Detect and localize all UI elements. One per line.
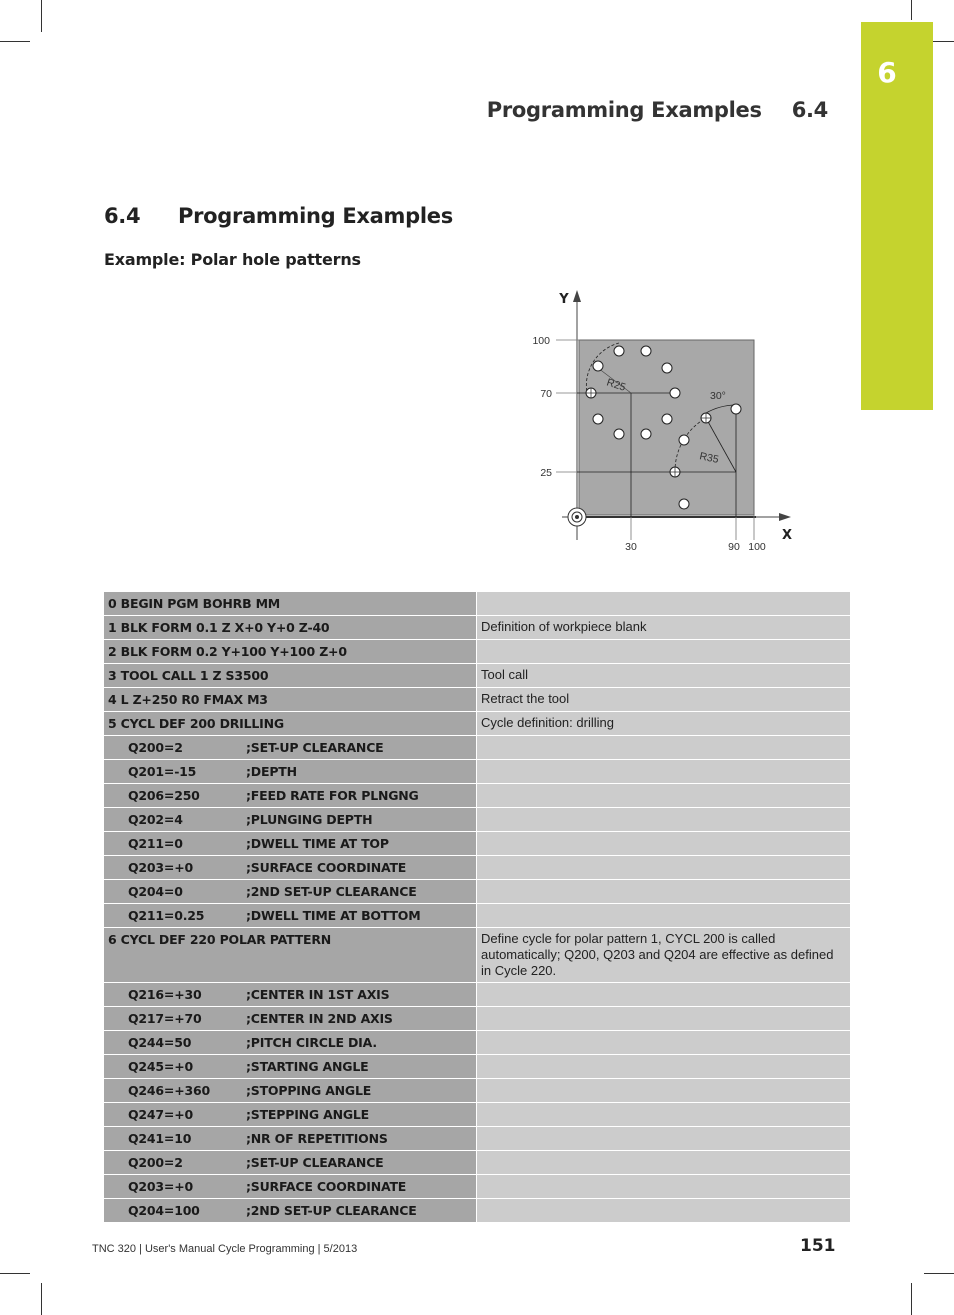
program-row (104, 640, 850, 663)
program-row (104, 880, 850, 903)
program-row (104, 1055, 850, 1078)
program-code-cell (104, 983, 476, 1006)
param-desc: ;DEPTH (246, 764, 297, 779)
program-code-cell (104, 712, 476, 735)
program-comment-cell (477, 1151, 850, 1174)
program-code-cell (104, 1199, 476, 1222)
program-row (104, 1103, 850, 1126)
section-title (104, 204, 453, 228)
y-axis-arrow (573, 290, 581, 302)
program-row (104, 1007, 850, 1030)
program-comment-cell (477, 856, 850, 879)
polar-pattern-drawing (520, 285, 820, 555)
crop-mark (924, 1273, 954, 1274)
program-comment-cell (477, 1175, 850, 1198)
crop-mark (41, 0, 42, 32)
program-comment-cell (477, 640, 850, 663)
param-desc: ;PLUNGING DEPTH (246, 812, 373, 827)
crop-mark (911, 1283, 912, 1315)
param-name: Q202=4 (128, 812, 183, 827)
program-code-cell (104, 808, 476, 831)
program-row (104, 1031, 850, 1054)
hole (593, 361, 603, 371)
param-desc: ;SURFACE COORDINATE (246, 860, 407, 875)
hole (670, 388, 680, 398)
hole (662, 414, 672, 424)
y-axis-label: Y (559, 292, 569, 307)
program-comment-cell (477, 784, 850, 807)
param-name: Q200=2 (128, 740, 183, 755)
program-code-cell (104, 904, 476, 927)
program-row (104, 856, 850, 879)
program-row (104, 688, 850, 711)
program-comment-cell (477, 808, 850, 831)
program-code-cell (104, 760, 476, 783)
program-comment-cell (477, 736, 850, 759)
param-desc: ;STEPPING ANGLE (246, 1107, 370, 1122)
param-desc: ;FEED RATE FOR PLNGNG (246, 788, 419, 803)
param-name: Q211=0 (128, 836, 183, 851)
param-name: Q241=10 (128, 1131, 192, 1146)
param-desc: ;PITCH CIRCLE DIA. (246, 1035, 377, 1050)
param-name: Q200=2 (128, 1155, 183, 1170)
param-desc: ;DWELL TIME AT BOTTOM (246, 908, 421, 923)
param-desc: ;SURFACE COORDINATE (246, 1179, 407, 1194)
param-desc: ;STARTING ANGLE (246, 1059, 369, 1074)
param-name: Q246=+360 (128, 1083, 210, 1098)
program-comment-cell (477, 904, 850, 927)
program-code-cell (104, 1031, 476, 1054)
program-row (104, 736, 850, 759)
hole (679, 499, 689, 509)
param-desc: ;SET-UP CLEARANCE (246, 740, 384, 755)
program-code-cell (104, 1055, 476, 1078)
program-row (104, 1151, 850, 1174)
hole (641, 429, 651, 439)
x-axis-label: X (781, 528, 793, 543)
program-code-cell (104, 664, 476, 687)
crop-mark (911, 0, 912, 20)
param-name: Q247=+0 (128, 1107, 193, 1122)
program-code-cell (104, 856, 476, 879)
y-tick-70: 70 (540, 388, 552, 400)
program-row (104, 760, 850, 783)
program-comment-cell (477, 1055, 850, 1078)
section-number: 6.4 (104, 204, 141, 228)
radius-label-r35: R35 (698, 450, 720, 466)
page-footer: TNC 320 | User's Manual Cycle Programming | 5/2013 (92, 1243, 358, 1255)
program-row (104, 664, 850, 687)
program-row (104, 983, 850, 1006)
program-row (104, 1175, 850, 1198)
program-comment-cell (477, 1103, 850, 1126)
program-code-cell (104, 1127, 476, 1150)
block-code: 1 BLK FORM 0.1 Z X+0 Y+0 Z-40 (108, 620, 330, 635)
running-head-title: Programming Examples (486, 98, 762, 122)
program-comment-cell (477, 832, 850, 855)
program-code-cell (104, 1175, 476, 1198)
program-comment-cell (477, 1127, 850, 1150)
param-name: Q201=-15 (128, 764, 197, 779)
program-code-cell (104, 640, 476, 663)
param-name: Q216=+30 (128, 987, 202, 1002)
program-comment-cell (477, 760, 850, 783)
program-row (104, 832, 850, 855)
crop-mark (0, 41, 30, 42)
param-desc: ;NR OF REPETITIONS (246, 1131, 388, 1146)
param-desc: ;2ND SET-UP CLEARANCE (246, 884, 417, 899)
block-code: 3 TOOL CALL 1 Z S3500 (108, 668, 269, 683)
program-comment-cell: Definition of workpiece blank (477, 616, 850, 639)
program-row (104, 784, 850, 807)
program-row (104, 1079, 850, 1102)
program-row (104, 616, 850, 639)
program-code-cell (104, 880, 476, 903)
program-code-cell (104, 928, 476, 982)
param-desc: ;2ND SET-UP CLEARANCE (246, 1203, 417, 1218)
program-row (104, 592, 850, 615)
crop-mark (41, 1283, 42, 1315)
program-code-cell (104, 1079, 476, 1102)
hole (731, 404, 741, 414)
param-name: Q204=0 (128, 884, 183, 899)
block-code: 0 BEGIN PGM BOHRB MM (108, 596, 281, 611)
chapter-tab-number: 6 (877, 56, 897, 89)
program-comment-cell (477, 983, 850, 1006)
running-head-number: 6.4 (791, 98, 828, 122)
program-comment-cell (477, 1079, 850, 1102)
param-name: Q217=+70 (128, 1011, 202, 1026)
x-tick-100: 100 (748, 541, 766, 553)
nc-program-listing (104, 592, 850, 1223)
example-title: Example: Polar hole patterns (104, 250, 361, 269)
section-title-text: Programming Examples (178, 204, 453, 228)
program-comment-cell: Retract the tool (477, 688, 850, 711)
program-comment-cell (477, 1199, 850, 1222)
program-row (104, 1199, 850, 1222)
program-code-cell (104, 832, 476, 855)
param-name: Q203=+0 (128, 860, 193, 875)
program-code-cell (104, 592, 476, 615)
crop-mark (0, 1273, 30, 1274)
hole (679, 435, 689, 445)
running-head (487, 98, 828, 122)
hole (614, 346, 624, 356)
param-name: Q203=+0 (128, 1179, 193, 1194)
program-code-cell (104, 736, 476, 759)
block-code: 6 CYCL DEF 220 POLAR PATTERN (108, 932, 332, 947)
program-comment-cell: Define cycle for polar pattern 1, CYCL 200 is called automatically; Q200, Q203 and Q204 are effective as defined in Cycle 220. (477, 928, 850, 982)
param-name: Q204=100 (128, 1203, 200, 1218)
radius-label-r25: R25 (605, 376, 628, 394)
param-desc: ;STOPPING ANGLE (246, 1083, 372, 1098)
hole (662, 363, 672, 373)
program-code-cell (104, 616, 476, 639)
param-desc: ;DWELL TIME AT TOP (246, 836, 389, 851)
program-code-cell (104, 1007, 476, 1030)
param-name: Q245=+0 (128, 1059, 193, 1074)
program-code-cell (104, 688, 476, 711)
program-comment-cell: Tool call (477, 664, 850, 687)
program-comment-cell: Cycle definition: drilling (477, 712, 850, 735)
block-code: 5 CYCL DEF 200 DRILLING (108, 716, 284, 731)
block-code: 4 L Z+250 R0 FMAX M3 (108, 692, 268, 707)
program-code-cell (104, 784, 476, 807)
program-row (104, 1127, 850, 1150)
param-name: Q244=50 (128, 1035, 192, 1050)
hole (641, 346, 651, 356)
program-row (104, 904, 850, 927)
param-name: Q206=250 (128, 788, 200, 803)
program-row (104, 928, 850, 982)
block-code: 2 BLK FORM 0.2 Y+100 Y+100 Z+0 (108, 644, 347, 659)
angle-label-30: 30° (710, 390, 726, 402)
program-comment-cell (477, 1031, 850, 1054)
program-row (104, 712, 850, 735)
param-name: Q211=0.25 (128, 908, 205, 923)
program-comment-cell (477, 1007, 850, 1030)
program-comment-cell (477, 880, 850, 903)
hole (593, 414, 603, 424)
x-tick-30: 30 (625, 541, 637, 553)
y-tick-25: 25 (540, 467, 552, 479)
param-desc: ;CENTER IN 1ST AXIS (246, 987, 390, 1002)
y-tick-100: 100 (532, 335, 550, 347)
x-axis-arrow (779, 513, 791, 521)
program-row (104, 808, 850, 831)
page-number: 151 (800, 1236, 836, 1256)
program-code-cell (104, 1103, 476, 1126)
param-desc: ;SET-UP CLEARANCE (246, 1155, 384, 1170)
program-code-cell (104, 1151, 476, 1174)
hole (614, 429, 624, 439)
param-desc: ;CENTER IN 2ND AXIS (246, 1011, 393, 1026)
program-comment-cell (477, 592, 850, 615)
x-tick-90: 90 (728, 541, 740, 553)
